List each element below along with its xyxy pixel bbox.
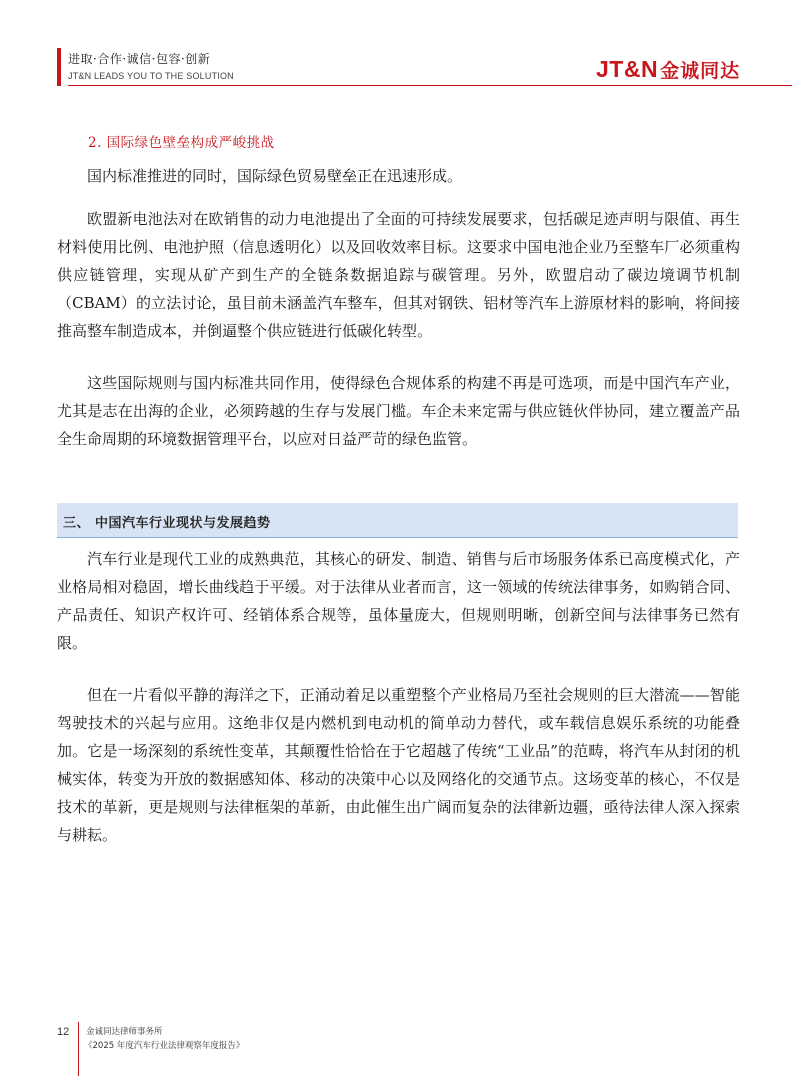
footer-firm-name: 金诚同达律师事务所 xyxy=(86,1027,163,1037)
paragraph: 但在一片看似平静的海洋之下，正涌动着足以重塑整个产业格局乃至社会规则的巨大潜流——智能驾驶技术的兴起与应用。这绝非仅是内燃机到电动机的简单动力替代，或车载信息娱乐系统的功能叠加。它是一场深刻的系统性变革，其颠覆性恰恰在于它超越了传统“工业品”的范畴，将汽车从封闭的机械实体，转变为开放的数据感知体、移动的决策中心以及网络化的交通节点。这场变革的核心，不仅是技术的革新，更是规则与法律框架的革新，由此催生出广阔而复杂的法律新边疆，亟待法律人深入探索与耕耘。 xyxy=(57,686,740,844)
header-tagline: JT&N LEADS YOU TO THE SOLUTION xyxy=(68,71,234,81)
paragraph: 这些国际规则与国内标准共同作用，使得绿色合规体系的构建不再是可选项，而是中国汽车产业，尤其是志在出海的企业，必须跨越的生存与发展门槛。车企未来定需与供应链伙伴协同，建立覆盖产品全生命周期的环境数据管理平台，以应对日益严苛的绿色监管。 xyxy=(57,374,740,448)
header-motto: 进取·合作·诚信·包容·创新 xyxy=(68,52,211,66)
paragraph: 欧盟新电池法对在欧销售的动力电池提出了全面的可持续发展要求，包括碳足迹声明与限值、再生材料使用比例、电池护照（信息透明化）以及回收效率目标。这要求中国电池企业乃至整车厂必须重构供应链管理，实现从矿产到生产的全链条数据追踪与碳管理。另外，欧盟启动了碳边境调节机制（CBAM）的立法讨论，虽目前未涵盖汽车整车，但其对钢铁、铝材等汽车上游原材料的影响，将间接推高整车制造成本，并倒逼整个供应链进行低碳化转型。 xyxy=(57,210,740,340)
page-number: 12 xyxy=(57,1026,70,1038)
footer-divider xyxy=(78,1022,79,1076)
logo-english: JT&N xyxy=(596,56,659,82)
logo-chinese: 金诚同达 xyxy=(660,60,741,82)
paragraph: 国内标准推进的同时，国际绿色贸易壁垒正在迅速形成。 xyxy=(87,167,463,185)
subsection-title: 2. 国际绿色壁垒构成严峻挑战 xyxy=(88,135,275,151)
footer-report-title: 《2025 年度汽车行业法律观察年度报告》 xyxy=(84,1041,245,1051)
section-heading-band xyxy=(57,503,738,538)
section-title: 三、 中国汽车行业现状与发展趋势 xyxy=(63,516,271,531)
paragraph: 汽车行业是现代工业的成熟典范，其核心的研发、制造、销售与后市场服务体系已高度模式化，产业格局相对稳固，增长曲线趋于平缓。对于法律从业者而言，这一领域的传统法律事务，如购销合同、产品责任、知识产权许可、经销体系合规等，虽体量庞大，但规则明晰，创新空间与法律事务已然有限。 xyxy=(57,550,740,652)
header-accent-bar xyxy=(57,48,61,86)
firm-logo xyxy=(596,56,740,83)
header-divider xyxy=(68,85,792,86)
